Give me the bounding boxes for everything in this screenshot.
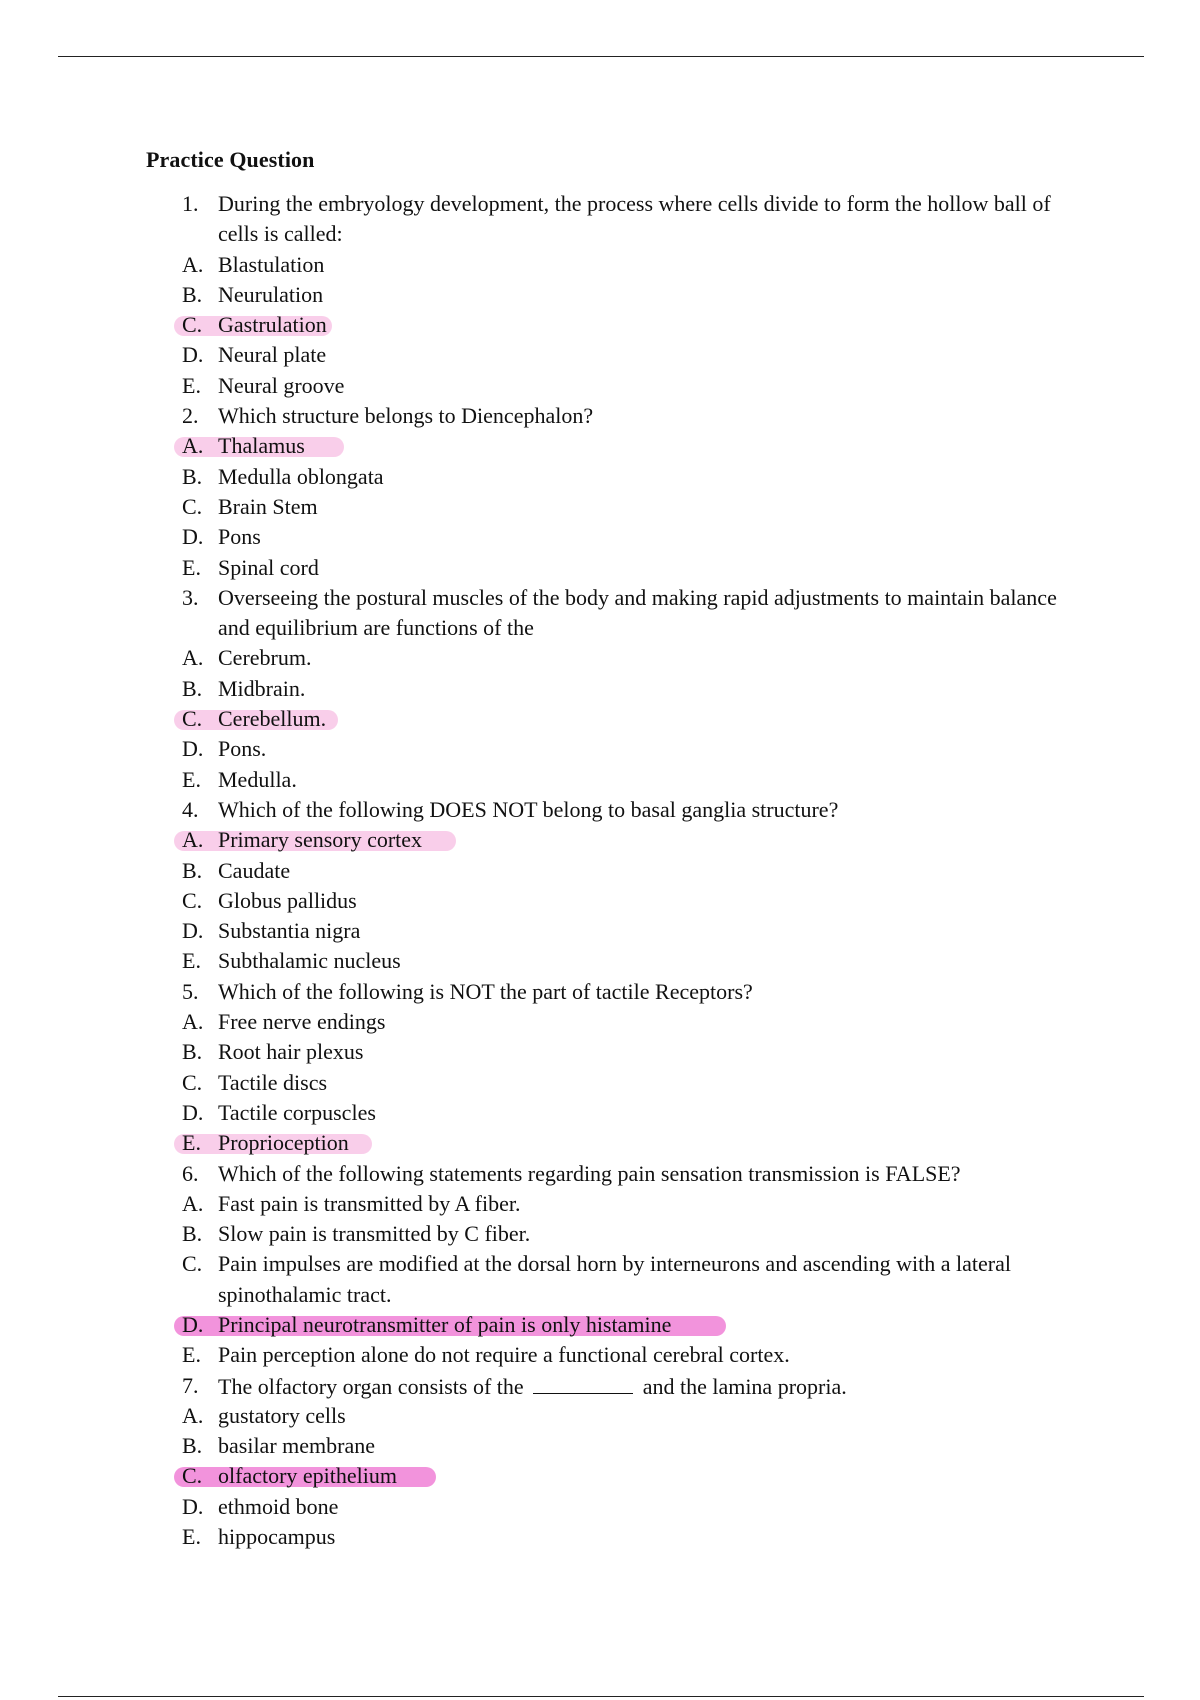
question-number: 4. (182, 796, 199, 822)
option-5c (182, 1068, 1082, 1098)
option-letter: E. (182, 1342, 201, 1368)
option-5a (182, 1007, 1082, 1037)
option-2d (182, 522, 1082, 552)
option-2e (182, 553, 1082, 583)
option-3d (182, 734, 1082, 764)
option-1a (182, 250, 1082, 280)
option-text: Globus pallidus (218, 887, 357, 913)
option-text: Substantia nigra (218, 918, 361, 944)
option-2a-highlighted (182, 431, 1082, 461)
option-6d-highlighted (182, 1310, 1082, 1340)
option-3b (182, 674, 1082, 704)
question-text: During the embryology development, the process where cells divide to form the hollow ball of cells is called: (218, 191, 1051, 247)
question-number: 1. (182, 191, 199, 216)
option-1e (182, 371, 1082, 401)
option-text: Midbrain. (218, 675, 306, 701)
question-6 (182, 1159, 1082, 1189)
option-letter: B. (182, 281, 203, 307)
option-text: Cerebellum. (218, 706, 327, 732)
question-2 (182, 401, 1082, 431)
question-1 (182, 189, 1082, 250)
question-number: 7. (182, 1372, 199, 1398)
option-letter: E. (182, 1130, 201, 1156)
option-4c (182, 886, 1082, 916)
question-4 (182, 795, 1082, 825)
option-text: Neural groove (218, 372, 345, 398)
option-letter: C. (182, 1251, 203, 1277)
option-letter: D. (182, 918, 204, 944)
option-text: Fast pain is transmitted by A fiber. (218, 1190, 521, 1216)
option-5e-highlighted (182, 1128, 1082, 1158)
option-6c (182, 1249, 1082, 1310)
option-letter: A. (182, 1402, 204, 1428)
option-letter: A. (182, 1009, 204, 1035)
question-text: Which of the following DOES NOT belong to basal ganglia structure? (218, 796, 839, 822)
option-7e (182, 1522, 1082, 1552)
option-2c (182, 492, 1082, 522)
option-letter: A. (182, 1190, 204, 1216)
question-number: 3. (182, 584, 199, 610)
option-letter: B. (182, 1039, 203, 1065)
option-text: Root hair plexus (218, 1039, 364, 1065)
option-7c-highlighted (182, 1461, 1082, 1491)
option-7a (182, 1401, 1082, 1431)
option-letter: C. (182, 312, 203, 338)
option-letter: C. (182, 493, 203, 519)
option-letter: A. (182, 251, 204, 277)
option-text: Spinal cord (218, 554, 319, 580)
option-text: Primary sensory cortex (218, 827, 423, 853)
page-title: Practice Question (146, 147, 315, 172)
question-5 (182, 977, 1082, 1007)
option-letter: D. (182, 524, 204, 550)
option-1d (182, 340, 1082, 370)
option-text: Subthalamic nucleus (218, 948, 401, 974)
header-rule (58, 56, 1144, 57)
question-3 (182, 583, 1082, 644)
option-text: Medulla oblongata (218, 463, 384, 489)
option-text: Cerebrum. (218, 645, 312, 671)
option-text: Brain Stem (218, 493, 318, 519)
question-list (182, 189, 1082, 1552)
question-text: Which of the following is NOT the part of tactile Receptors? (218, 978, 753, 1004)
option-text: olfactory epithelium (218, 1463, 397, 1489)
option-1b (182, 280, 1082, 310)
option-letter: A. (182, 645, 204, 671)
option-text: basilar membrane (218, 1433, 375, 1459)
question-number: 2. (182, 403, 199, 429)
question-number: 6. (182, 1160, 199, 1186)
option-4a-highlighted (182, 825, 1082, 855)
option-letter: C. (182, 887, 203, 913)
option-4e (182, 946, 1082, 976)
question-7 (182, 1371, 1082, 1401)
option-text: Gastrulation (218, 312, 327, 338)
question-text-before: The olfactory organ consists of the (218, 1373, 524, 1399)
option-text: hippocampus (218, 1524, 336, 1550)
option-text: Thalamus (218, 433, 305, 459)
option-7d (182, 1492, 1082, 1522)
option-text: Principal neurotransmitter of pain is only histamine (218, 1311, 672, 1337)
option-text: Tactile corpuscles (218, 1099, 376, 1125)
option-letter: B. (182, 463, 203, 489)
footer-rule (58, 1696, 1144, 1697)
option-letter: E. (182, 948, 201, 974)
option-letter: E. (182, 766, 201, 792)
option-3a (182, 643, 1082, 673)
option-letter: D. (182, 342, 204, 368)
option-6a (182, 1189, 1082, 1219)
option-letter: D. (182, 1311, 204, 1337)
option-letter: D. (182, 736, 204, 762)
option-text: Neural plate (218, 342, 327, 368)
option-letter: B. (182, 1221, 203, 1247)
option-text: Pons (218, 524, 261, 550)
option-text: Caudate (218, 857, 291, 883)
option-text: Medulla. (218, 766, 297, 792)
option-text: Free nerve endings (218, 1009, 386, 1035)
option-text: ethmoid bone (218, 1493, 339, 1519)
option-letter: E. (182, 372, 201, 398)
option-3e (182, 765, 1082, 795)
option-letter: D. (182, 1493, 204, 1519)
option-letter: B. (182, 1433, 203, 1459)
option-text: Pain perception alone do not require a functional cerebral cortex. (218, 1342, 790, 1368)
option-text: gustatory cells (218, 1402, 346, 1428)
option-letter: C. (182, 1463, 203, 1489)
option-1c-highlighted (182, 310, 1082, 340)
option-text: Pain impulses are modified at the dorsal horn by interneurons and ascending with a lateral spinothalamic tract. (218, 1251, 1011, 1307)
question-text: Overseeing the postural muscles of the body and making rapid adjustments to maintain balance and equilibrium are functions of the (218, 584, 1057, 641)
option-letter: C. (182, 1069, 203, 1095)
option-letter: E. (182, 1524, 201, 1550)
option-letter: E. (182, 554, 201, 580)
question-text (218, 1371, 1078, 1402)
option-text: Blastulation (218, 251, 325, 277)
option-letter: C. (182, 706, 203, 732)
fill-in-blank (533, 1371, 633, 1394)
option-letter: A. (182, 433, 204, 459)
option-5b (182, 1037, 1082, 1067)
option-text: Neurulation (218, 281, 324, 307)
option-text: Pons. (218, 736, 267, 762)
option-3c-highlighted (182, 704, 1082, 734)
question-number: 5. (182, 978, 199, 1004)
option-6e (182, 1340, 1082, 1370)
option-text: Proprioception (218, 1130, 349, 1156)
option-letter: B. (182, 857, 203, 883)
option-letter: B. (182, 675, 203, 701)
question-text: Which structure belongs to Diencephalon? (218, 403, 594, 429)
option-text: Slow pain is transmitted by C fiber. (218, 1221, 531, 1247)
question-text: Which of the following statements regarding pain sensation transmission is FALSE? (218, 1160, 961, 1186)
option-5d (182, 1098, 1082, 1128)
question-text-after: and the lamina propria. (642, 1373, 847, 1399)
option-7b (182, 1431, 1082, 1461)
option-letter: A. (182, 827, 204, 853)
option-4b (182, 856, 1082, 886)
option-letter: D. (182, 1099, 204, 1125)
option-text: Tactile discs (218, 1069, 328, 1095)
option-4d (182, 916, 1082, 946)
option-2b (182, 462, 1082, 492)
option-6b (182, 1219, 1082, 1249)
